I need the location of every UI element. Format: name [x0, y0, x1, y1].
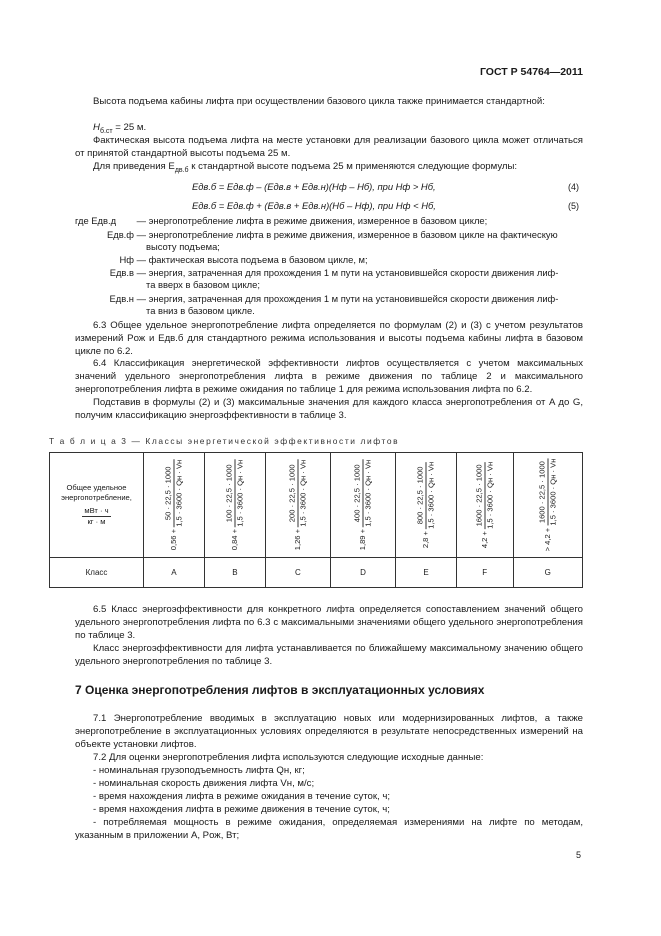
formula-numerator: 400 · 22,5 · 1000: [352, 460, 363, 527]
formula-symbol: H: [93, 122, 100, 133]
formula-denominator: 1,5 · 3600 · Qн · Vн: [363, 459, 373, 527]
formula-prefix: 4,2 +: [479, 531, 489, 549]
definition-text: та вверх в базовом цикле;: [146, 279, 260, 290]
formula-numerator: 50 · 22,5 · 1000: [163, 460, 174, 527]
table-formula-cell: [330, 453, 395, 558]
table-unit-denominator: кг · м: [87, 517, 106, 526]
definition-term: Eдв.в: [109, 267, 134, 278]
section-6-5: 6.5 Класс энергоэффективности для конкретного лифта определяется сопоставлением значений общего удельного энергопотребления лифта по 6.3 с максимальными значениями общего удельного энергопотребления по таблице 3.: [75, 604, 583, 641]
formula-denominator: 1,5 · 3600 · Qн · Vн: [235, 459, 245, 527]
paragraph-actual-height: Фактическая высота подъема лифта на месте установки для реализации базового цикла может отличаться от принятой стандартной высоты подъема 25 м.: [75, 135, 583, 159]
definition-text: высоту подъема;: [146, 241, 220, 252]
formula-intro-sub: дв.б: [174, 166, 189, 174]
formula-intro-text: Для приведения E: [93, 161, 175, 172]
definition-term: где Eдв.д: [75, 215, 117, 226]
definition-text: — энергопотребление лифта в режиме движения, измеренное в базовом цикле;: [136, 215, 488, 226]
table-header-label: энергопотребление,: [61, 493, 132, 502]
bullet-item: - потребляемая мощность в режиме ожидания, определяемая измерениями на лифте по методам, указанным в приложении А, Pож, Вт;: [75, 817, 583, 841]
table-3-title: Т а б л и ц а 3 — Классы энергетической эффективности лифтов: [49, 436, 400, 446]
definition-row: [75, 267, 558, 280]
table-class-cell: D: [330, 558, 395, 588]
formula-numerator: 800 · 22,5 · 1000: [415, 462, 426, 529]
formula-subscript: б.ст: [99, 127, 113, 135]
definition-row: [75, 215, 487, 228]
definition-text: — энергопотребление лифта в режиме движения, измеренное в базовом цикле на фактическую: [136, 229, 558, 240]
definition-term: Eдв.н: [109, 293, 134, 304]
definition-row: [75, 293, 558, 306]
formula-denominator: 1,5 · 3600 · Qн · Vн: [426, 461, 436, 529]
definition-text: — фактическая высота подъема в базовом цикле, м;: [136, 254, 368, 265]
section-6-5-continued: Класс энергоэффективности для лифта устанавливается по ближайшему максимальному значению общего удельного энергопотребления по таблице 3.: [75, 643, 583, 667]
formula-denominator: 1,5 · 3600 · Qн · Vн: [485, 461, 495, 529]
formula-numerator: 100 · 22,5 · 1000: [224, 460, 235, 527]
formula-prefix: 1,26 +: [292, 528, 302, 551]
formula-intro-rest: к стандартной высоте подъема 25 м применяются следующие формулы:: [188, 161, 518, 172]
formula-prefix: 0,84 +: [229, 528, 239, 551]
definition-term: Eдв.ф: [106, 229, 134, 240]
table-formula-cell: [265, 453, 330, 558]
bullet-item: - время нахождения лифта в режиме ожидания в течение суток, ч;: [93, 791, 391, 802]
section-6-4: 6.4 Классификация энергетической эффективности лифтов осуществляется с учетом максимальных значений удельного энергопотребления лифта в режиме движения по таблице 2 и максимального энергопотребления лифта в режиме ожидания по таблице 1 для режима использования лифта по 6.2.: [75, 358, 583, 395]
paragraph-base-height: Высота подъема кабины лифта при осуществлении базового цикла также принимается стандартной:: [93, 96, 545, 107]
formula-denominator: 1,5 · 3600 · Qн · Vн: [174, 459, 184, 527]
formula-prefix: > 4,2 +: [542, 527, 552, 552]
formula-numerator: 1600 · 22,5 · 1000: [537, 459, 548, 526]
formula-5-number: (5): [568, 201, 579, 211]
table-class-label: Класс: [50, 558, 144, 588]
formula-4-number: (4): [568, 182, 579, 192]
definition-row: [146, 305, 255, 318]
definition-term: Hф: [119, 254, 134, 265]
definition-text: та вниз в базовом цикле.: [146, 305, 255, 316]
table-formula-cell: [144, 453, 205, 558]
definition-text: — энергия, затраченная для прохождения 1 м пути на установившейся скорости движения лиф-: [136, 293, 559, 304]
table-header-label: Общее удельное: [66, 483, 127, 492]
table-formula-cell: [204, 453, 265, 558]
formula-numerator: 200 · 22,5 · 1000: [287, 460, 298, 527]
formula-4: Eдв.б = Eдв.ф – (Eдв.в + Eдв.н)(Hф – Hб), при Hф > Hб,: [192, 181, 436, 192]
table-3: [49, 452, 583, 588]
definition-row: [146, 241, 220, 254]
bullet-item: - номинальная скорость движения лифта Vн, м/с;: [93, 778, 315, 789]
table-row-formulas: [50, 453, 583, 558]
section-7-heading: 7 Оценка энергопотребления лифтов в эксплуатационных условиях: [75, 683, 485, 697]
section-7-2: 7.2 Для оценки энергопотребления лифта используются следующие исходные данные:: [93, 752, 484, 763]
formula-prefix: 1,89 +: [357, 528, 367, 551]
table-class-cell: A: [144, 558, 205, 588]
table-class-cell: E: [396, 558, 457, 588]
table-row-classes: [50, 558, 583, 588]
formula-5: Eдв.б = Eдв.ф + (Eдв.в + Eдв.н)(Hб – Hф), при Hф < Hб,: [192, 200, 436, 211]
formula-denominator: 1,5 · 3600 · Qн · Vн: [548, 458, 558, 526]
definition-text: — энергия, затраченная для прохождения 1 м пути на установившейся скорости движения лиф-: [136, 267, 559, 278]
table-header-cell: [50, 453, 144, 558]
formula-value: = 25 м.: [112, 122, 147, 133]
section-7-1: 7.1 Энергопотребление вводимых в эксплуатацию новых или модернизированных лифтов, а также энергопотребление в эксплуатационных условиях определяются в результате непосредственных измерений на объекте установки лифтов.: [75, 713, 583, 750]
table-formula-cell: [456, 453, 513, 558]
table-class-cell: G: [513, 558, 583, 588]
definition-row: [75, 229, 583, 242]
table-class-cell: F: [456, 558, 513, 588]
definition-row: [75, 254, 368, 267]
formula-numerator: 1600 · 22,5 · 1000: [474, 462, 485, 529]
table-formula-cell: [513, 453, 583, 558]
formula-prefix: 0,56 +: [168, 528, 178, 551]
section-6-4-continued: Подставив в формулы (2) и (3) максимальные значения для каждого класса энергопотребления от A до G, получим классификацию энергоэффективности в таблице 3.: [75, 397, 583, 421]
page-number: 5: [576, 850, 582, 860]
table-class-cell: B: [204, 558, 265, 588]
document-header: ГОСТ Р 54764—2011: [479, 66, 583, 78]
formula-prefix: 2,8 +: [420, 531, 430, 549]
bullet-item: - время нахождения лифта в режиме движения в течение суток, ч;: [93, 804, 390, 815]
table-unit-numerator: мВт · ч: [84, 506, 109, 515]
table-formula-cell: [396, 453, 457, 558]
formula-denominator: 1,5 · 3600 · Qн · Vн: [298, 459, 308, 527]
bullet-item: - номинальная грузоподъемность лифта Qн, кг;: [93, 765, 305, 776]
paragraph-formula-intro: [93, 160, 517, 177]
section-6-3: 6.3 Общее удельное энергопотребление лифта определяется по формулам (2) и (3) с учетом результатов измерений Pож и Eдв.б для стандартного режима использования и высоты подъема кабины лифта в базовом цикле по 6.2.: [75, 320, 583, 357]
table-class-cell: C: [265, 558, 330, 588]
definition-row: [146, 279, 260, 292]
